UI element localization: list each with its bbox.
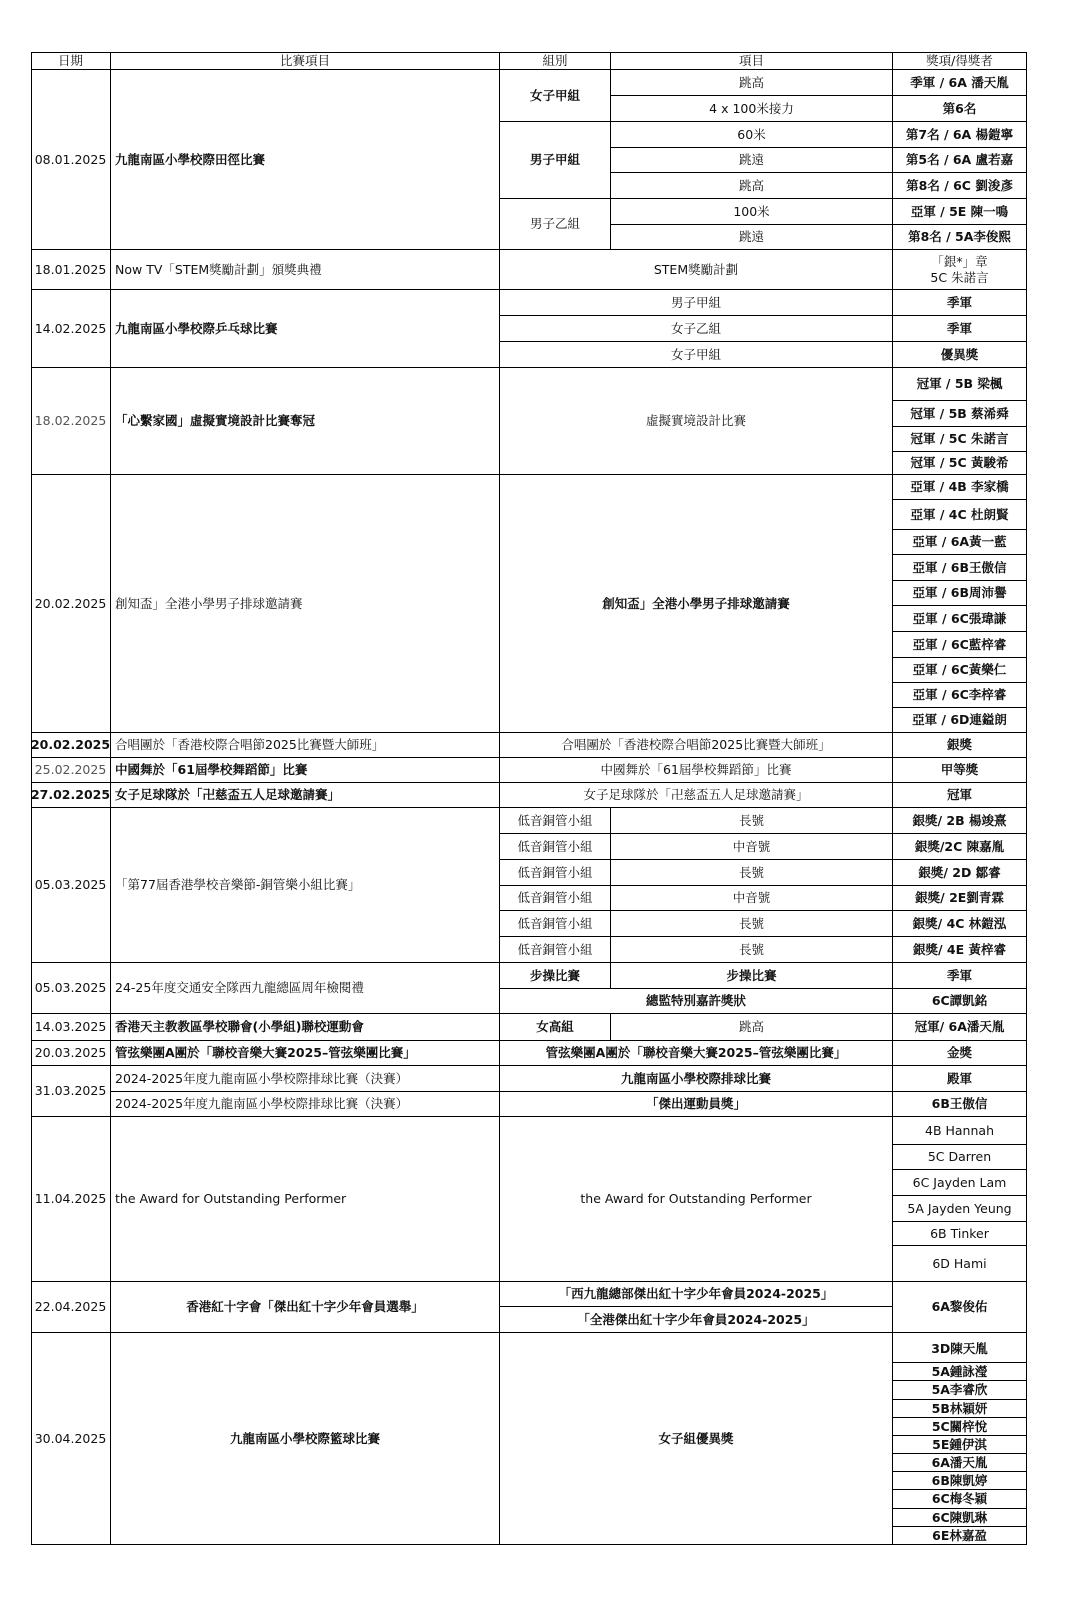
row-date: 20.02.2025 [31, 733, 111, 758]
row-item: 總監特別嘉許獎狀 [500, 989, 893, 1014]
row-item: 跳高 [611, 1014, 893, 1041]
awards-table [31, 52, 1027, 1545]
row-date: 14.02.2025 [31, 290, 111, 368]
row-item: 女子組優異獎 [500, 1333, 893, 1545]
row-award: 5A Jayden Yeung [893, 1196, 1027, 1222]
row-award: 5B林穎妍 [893, 1400, 1027, 1418]
row-group: 低音銅管小組 [500, 886, 611, 911]
row-item: 步操比賽 [611, 963, 893, 989]
row-group: 低音銅管小組 [500, 834, 611, 860]
row-competition: 管弦樂團A團於「聯校音樂大賽2025–管弦樂團比賽」 [111, 1041, 500, 1066]
row-group: 男子乙組 [500, 199, 611, 250]
row-award: 銀獎/ 2D 鄒睿 [893, 860, 1027, 886]
row-award: 優異獎 [893, 342, 1027, 368]
row-award: 5A李睿欣 [893, 1381, 1027, 1400]
row-award: 6C梅冬穎 [893, 1490, 1027, 1509]
row-date: 08.01.2025 [31, 70, 111, 250]
row-competition: 九龍南區小學校際籃球比賽 [111, 1333, 500, 1545]
row-item: the Award for Outstanding Performer [500, 1117, 893, 1282]
row-group: 低音銅管小組 [500, 937, 611, 963]
row-award: 季軍 [893, 316, 1027, 342]
row-item: 「傑出運動員獎」 [500, 1092, 893, 1117]
row-date: 30.04.2025 [31, 1333, 111, 1545]
row-award: 亞軍 / 6C黃樂仁 [893, 658, 1027, 683]
row-award: 5A鍾詠瀅 [893, 1363, 1027, 1381]
row-item: 女子足球隊於「卍慈盃五人足球邀請賽」 [500, 783, 893, 808]
row-date: 31.03.2025 [31, 1066, 111, 1117]
row-award: 亞軍 / 6C李梓睿 [893, 683, 1027, 708]
row-date: 22.04.2025 [31, 1282, 111, 1333]
row-group: 低音銅管小組 [500, 860, 611, 886]
row-award: 金獎 [893, 1041, 1027, 1066]
row-item: 跳高 [611, 70, 893, 96]
row-item: 「全港傑出紅十字少年會員2024-2025」 [500, 1307, 893, 1333]
row-award: 冠軍 [893, 783, 1027, 808]
row-award: 冠軍 / 5B 蔡浠舜 [893, 401, 1027, 427]
row-award: 銀獎/ 2E劉青霖 [893, 886, 1027, 911]
row-award: 6B Tinker [893, 1222, 1027, 1246]
row-item: 中國舞於「61屆學校舞蹈節」比賽 [500, 758, 893, 783]
row-date: 20.03.2025 [31, 1041, 111, 1066]
row-competition: 香港天主教教區學校聯會(小學組)聯校運動會 [111, 1014, 500, 1041]
row-item: 男子甲組 [500, 290, 893, 316]
row-award: 6C Jayden Lam [893, 1170, 1027, 1196]
row-award: 冠軍/ 6A潘天胤 [893, 1014, 1027, 1041]
row-award: 銀獎 [893, 733, 1027, 758]
row-item: 女子甲組 [500, 342, 893, 368]
row-award: 6C譚凱銘 [893, 989, 1027, 1014]
row-award: 銀獎/ 4E 黃梓睿 [893, 937, 1027, 963]
row-award: 第6名 [893, 96, 1027, 122]
row-award: 6A潘天胤 [893, 1454, 1027, 1472]
row-award: 第8名 / 6C 劉浚彥 [893, 173, 1027, 199]
row-award: 亞軍 / 6C藍梓睿 [893, 632, 1027, 658]
row-date: 14.03.2025 [31, 1014, 111, 1041]
row-award: 第5名 / 6A 盧若嘉 [893, 148, 1027, 173]
row-award: 3D陳天胤 [893, 1336, 1027, 1363]
row-award: 冠軍 / 5C 黃駿希 [893, 452, 1027, 475]
row-award: 銀獎/ 2B 楊竣熹 [893, 808, 1027, 834]
row-item: 跳高 [611, 173, 893, 199]
row-award: 亞軍 / 6C張瑋謙 [893, 606, 1027, 632]
row-item: 中音號 [611, 834, 893, 860]
row-item: 4 x 100米接力 [611, 96, 893, 122]
row-date: 25.02.2025 [31, 758, 111, 783]
row-award: 6E林嘉盈 [893, 1527, 1027, 1545]
row-item: 跳遠 [611, 225, 893, 250]
row-date: 05.03.2025 [31, 963, 111, 1014]
row-group: 低音銅管小組 [500, 911, 611, 937]
award-line: 5C 朱諾言 [930, 269, 989, 285]
row-item: 60米 [611, 122, 893, 148]
row-competition: Now TV「STEM獎勵計劃」頒獎典禮 [111, 250, 500, 290]
row-award: 季軍 / 6A 潘天胤 [893, 70, 1027, 96]
row-item: 九龍南區小學校際排球比賽 [500, 1066, 893, 1092]
row-award: 季軍 [893, 963, 1027, 989]
row-group: 低音銅管小組 [500, 808, 611, 834]
row-item: 長號 [611, 937, 893, 963]
row-award: 冠軍 / 5B 梁楓 [893, 368, 1027, 401]
row-item: 長號 [611, 860, 893, 886]
row-award: 亞軍 / 6D連鎰朗 [893, 708, 1027, 733]
row-award: 季軍 [893, 290, 1027, 316]
row-group: 步操比賽 [500, 963, 611, 989]
row-award: 甲等獎 [893, 758, 1027, 783]
row-competition: 2024-2025年度九龍南區小學校際排球比賽（決賽） [111, 1066, 500, 1092]
row-award: 亞軍 / 6B王傲信 [893, 555, 1027, 581]
row-item: 中音號 [611, 886, 893, 911]
row-item: 創知盃」全港小學男子排球邀請賽 [500, 475, 893, 733]
header-group: 組別 [500, 52, 611, 70]
row-competition: the Award for Outstanding Performer [111, 1117, 500, 1282]
row-award: 5E鍾伊淇 [893, 1436, 1027, 1454]
row-award: 4B Hannah [893, 1117, 1027, 1145]
row-award: 6C陳凱琳 [893, 1509, 1027, 1527]
row-award: 銀獎/ 4C 林鎧泓 [893, 911, 1027, 937]
row-competition: 九龍南區小學校際田徑比賽 [111, 70, 500, 250]
header-competition: 比賽項目 [111, 52, 500, 70]
row-award: 第7名 / 6A 楊鎧寧 [893, 122, 1027, 148]
row-group: 男子甲組 [500, 122, 611, 199]
row-item: 長號 [611, 808, 893, 834]
row-award: 5C Darren [893, 1145, 1027, 1170]
row-award: 5C關梓悅 [893, 1418, 1027, 1436]
row-award: 亞軍 / 4C 杜朗賢 [893, 500, 1027, 530]
row-competition: 24-25年度交通安全隊西九龍總區周年檢閱禮 [111, 963, 500, 1014]
row-award: 6A黎俊佑 [893, 1282, 1027, 1333]
row-award: 6D Hami [893, 1246, 1027, 1282]
row-date: 18.01.2025 [31, 250, 111, 290]
row-item: 合唱團於「香港校際合唱節2025比賽暨大師班」 [500, 733, 893, 758]
award-line: 「銀*」章 [931, 253, 988, 269]
row-date: 27.02.2025 [31, 783, 111, 808]
row-date: 11.04.2025 [31, 1117, 111, 1282]
row-award: 亞軍 / 4B 李家橋 [893, 475, 1027, 500]
row-competition: 九龍南區小學校際乒乓球比賽 [111, 290, 500, 368]
row-competition: 中國舞於「61屆學校舞蹈節」比賽 [111, 758, 500, 783]
row-award: 6B王傲信 [893, 1092, 1027, 1117]
row-award: 亞軍 / 6B周沛譽 [893, 581, 1027, 606]
row-group: 女高組 [500, 1014, 611, 1041]
row-competition: 合唱團於「香港校際合唱節2025比賽暨大師班」 [111, 733, 500, 758]
row-award: 冠軍 / 5C 朱諾言 [893, 427, 1027, 452]
row-date: 05.03.2025 [31, 808, 111, 963]
row-item: 「西九龍總部傑出紅十字少年會員2024-2025」 [500, 1282, 893, 1307]
row-competition: 「心繫家國」虛擬實境設計比賽奪冠 [111, 368, 500, 475]
row-item: STEM獎勵計劃 [500, 250, 893, 290]
row-award: 銀獎/2C 陳嘉胤 [893, 834, 1027, 860]
row-competition: 「第77屆香港學校音樂節-銅管樂小組比賽」 [111, 808, 500, 963]
row-award [893, 250, 1027, 290]
row-competition: 2024-2025年度九龍南區小學校際排球比賽（決賽） [111, 1092, 500, 1117]
row-award: 殿軍 [893, 1066, 1027, 1092]
row-competition: 創知盃」全港小學男子排球邀請賽 [111, 475, 500, 733]
row-award: 亞軍 / 6A黃一藍 [893, 530, 1027, 555]
row-date: 20.02.2025 [31, 475, 111, 733]
header-date: 日期 [31, 52, 111, 70]
row-date: 18.02.2025 [31, 368, 111, 475]
row-competition: 香港紅十字會「傑出紅十字少年會員選舉」 [111, 1282, 500, 1333]
row-item: 100米 [611, 199, 893, 225]
header-item: 項目 [611, 52, 893, 70]
header-award: 獎項/得獎者 [893, 52, 1027, 70]
row-item: 管弦樂團A團於「聯校音樂大賽2025–管弦樂團比賽」 [500, 1041, 893, 1066]
row-item: 跳遠 [611, 148, 893, 173]
row-competition: 女子足球隊於「卍慈盃五人足球邀請賽」 [111, 783, 500, 808]
row-item: 虛擬實境設計比賽 [500, 368, 893, 475]
row-award: 6B陳凱婷 [893, 1472, 1027, 1490]
row-group: 女子甲組 [500, 70, 611, 122]
row-item: 長號 [611, 911, 893, 937]
row-award: 第8名 / 5A李俊熙 [893, 225, 1027, 250]
row-item: 女子乙組 [500, 316, 893, 342]
row-award: 亞軍 / 5E 陳一鳴 [893, 199, 1027, 225]
